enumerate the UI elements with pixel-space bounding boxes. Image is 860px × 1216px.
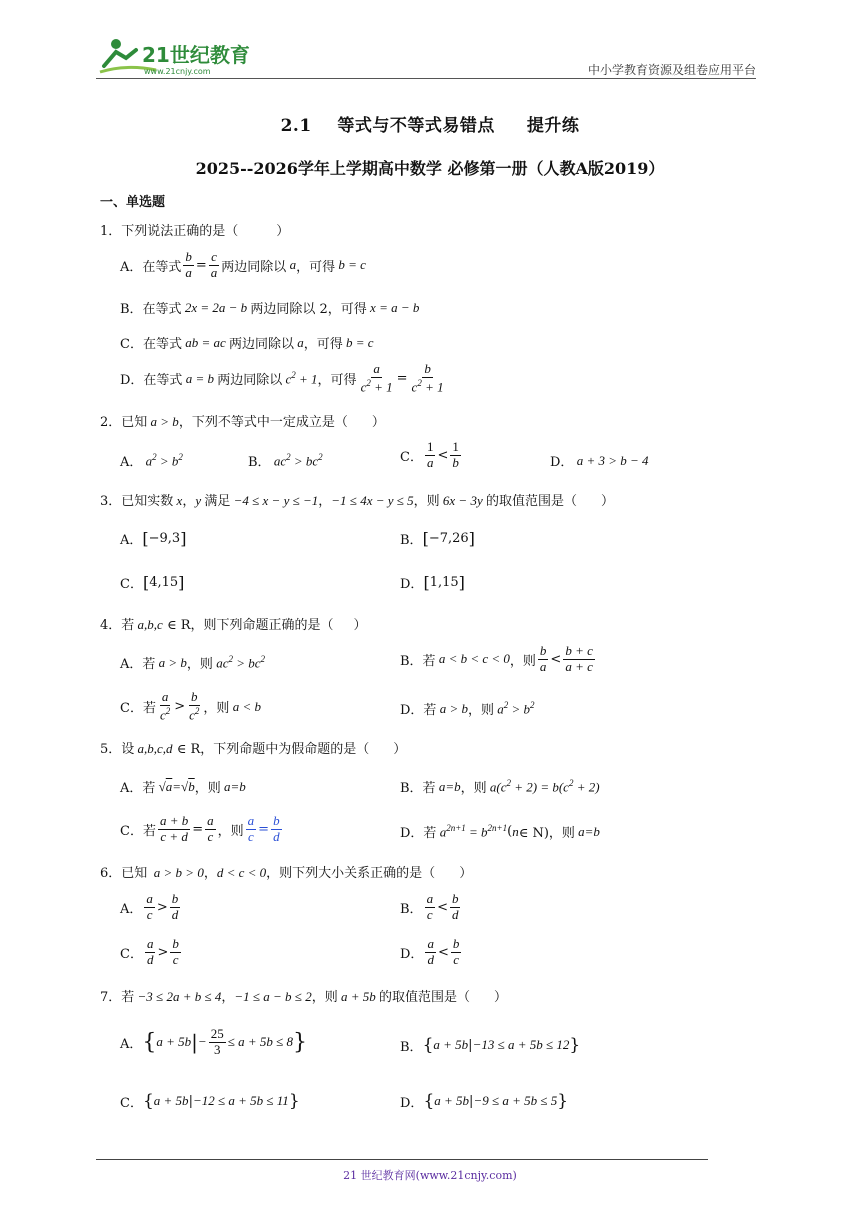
question-6-option-d: D． $\frac{a}{d}$ < $\frac{b}{c}$ — [400, 936, 460, 967]
svg-text:21世纪教育: 21世纪教育 — [142, 43, 250, 67]
question-4-option-d: D．若 a > b ，则 $a^2 > b^2$ — [400, 699, 535, 718]
question-4-option-a: A．若 a > b ，则 $ac^2 > bc^2$ — [120, 653, 266, 672]
logo — [96, 36, 256, 80]
question-5-stem: 5．设 a,b,c,d ∈ R，下列命题中为假命题的是（ ） — [100, 741, 407, 757]
footer-link[interactable]: 21 世纪教育网(www.21cnjy.com) — [343, 1169, 517, 1182]
doc-title: 2.1 等式与不等式易错点 提升练 — [280, 116, 580, 136]
question-3-option-a: A． [ −9,3 ] — [120, 529, 187, 548]
question-7-option-b: B． { a + 5b | −13 ≤ a + 5b ≤ 12 } — [400, 1035, 581, 1055]
question-6-option-a: A． $\frac{a}{c}$ > $\frac{b}{d}$ — [120, 891, 179, 922]
question-6-option-b: B． $\frac{a}{c}$ < $\frac{b}{d}$ — [400, 891, 459, 922]
question-3-option-c: C． [ 4,15 ] — [120, 573, 185, 592]
question-2-option-b: B． $ac^2 > bc^2$ — [248, 451, 323, 470]
question-7-option-c: C． { a + 5b | −12 ≤ a + 5b ≤ 11 } — [120, 1091, 300, 1111]
question-5-option-c: C．若 $\frac{a + b}{c + d}$ = $\frac{a}{c}$ ，则 $\frac{a}{c}$ = $\frac{b}{d}$ — [120, 813, 280, 844]
question-6-option-c: C． $\frac{a}{d}$ > $\frac{b}{c}$ — [120, 936, 179, 967]
question-4-stem: 4．若 a,b,c ∈ R，则下列命题正确的是（ ） — [100, 617, 367, 633]
question-2-stem: 2．已知 a > b，下列不等式中一定成立是（ ） — [100, 414, 385, 430]
question-3-option-d: D． [ 1,15 ] — [400, 573, 465, 592]
question-3-stem: 3．已知实数 x，y 满足 −4 ≤ x − y ≤ −1，−1 ≤ 4x − y ≤ 5，则 6x − 3y 的取值范围是（ ） — [100, 493, 614, 509]
svg-text:www.21cnjy.com: www.21cnjy.com — [144, 67, 211, 76]
question-2-option-a: A． $a^2 > b^2$ — [120, 451, 183, 470]
question-7-option-a: A． { a + 5b | − $\frac{25}{3}$ ≤ a + 5b ≤ 8 } — [120, 1026, 307, 1057]
question-5-option-b: B．若 a=b ，则 $a(c^2 + 2) = b(c^2 + 2)$ — [400, 777, 600, 796]
question-7-option-d: D． { a + 5b | −9 ≤ a + 5b ≤ 5 } — [400, 1091, 569, 1111]
doc-subtitle: 2025--2026学年上学期高中数学 必修第一册（人教A版2019） — [195, 159, 665, 178]
question-1-option-b: B．在等式 2x = 2a − b 两边同除以 2，可得 x = a − b — [120, 299, 420, 317]
question-5-option-a: A．若 √a=√b ，则 a=b — [120, 778, 246, 796]
question-4-option-b: B．若 a < b < c < 0 ，则 $\frac{b}{a}$ < $\frac{b + c}{a + c}$ — [400, 643, 593, 674]
question-2-option-d: D． a + 3 > b − 4 — [550, 452, 649, 470]
section-heading: 一、单选题 — [100, 195, 166, 210]
site-tagline: 中小学教育资源及组卷应用平台 — [587, 63, 756, 77]
question-6-stem: 6．已知 a > b > 0，d < c < 0，则下列大小关系正确的是（ ） — [100, 865, 473, 881]
header-divider — [96, 78, 756, 79]
footer-divider — [96, 1159, 708, 1160]
question-1-stem: 1．下列说法正确的是（ ） — [100, 224, 290, 239]
question-5-option-d: D．若 $a^{2n+1} = b^{2n+1}$ ( n ∈ N)，则 a=b — [400, 822, 600, 841]
question-4-option-c: C．若 $\frac{a}{c^2}$ > $\frac{b}{c^2}$ ，则 a < b — [120, 689, 261, 723]
question-1-option-a: A．在等式 $\frac{b}{a}$ = $\frac{c}{a}$ 两边同除以 a ，可得 b = c — [120, 249, 366, 280]
question-1-option-d: D．在等式 a = b 两边同除以 $c^2 + 1$ ，可得 $\frac{a}{c^2 + 1}$ = $\frac{b}{c^2 + 1}$ — [120, 361, 444, 395]
question-1-option-c: C．在等式 ab = ac 两边同除以 a ，可得 b = c — [120, 334, 374, 352]
question-7-stem: 7．若 −3 ≤ 2a + b ≤ 4，−1 ≤ a − b ≤ 2，则 a + 5b 的取值范围是（ ） — [100, 989, 508, 1005]
question-2-option-c: C． $\frac{1}{a}$ < $\frac{1}{b}$ — [400, 439, 459, 470]
question-3-option-b: B． [ −7,26 ] — [400, 529, 475, 548]
